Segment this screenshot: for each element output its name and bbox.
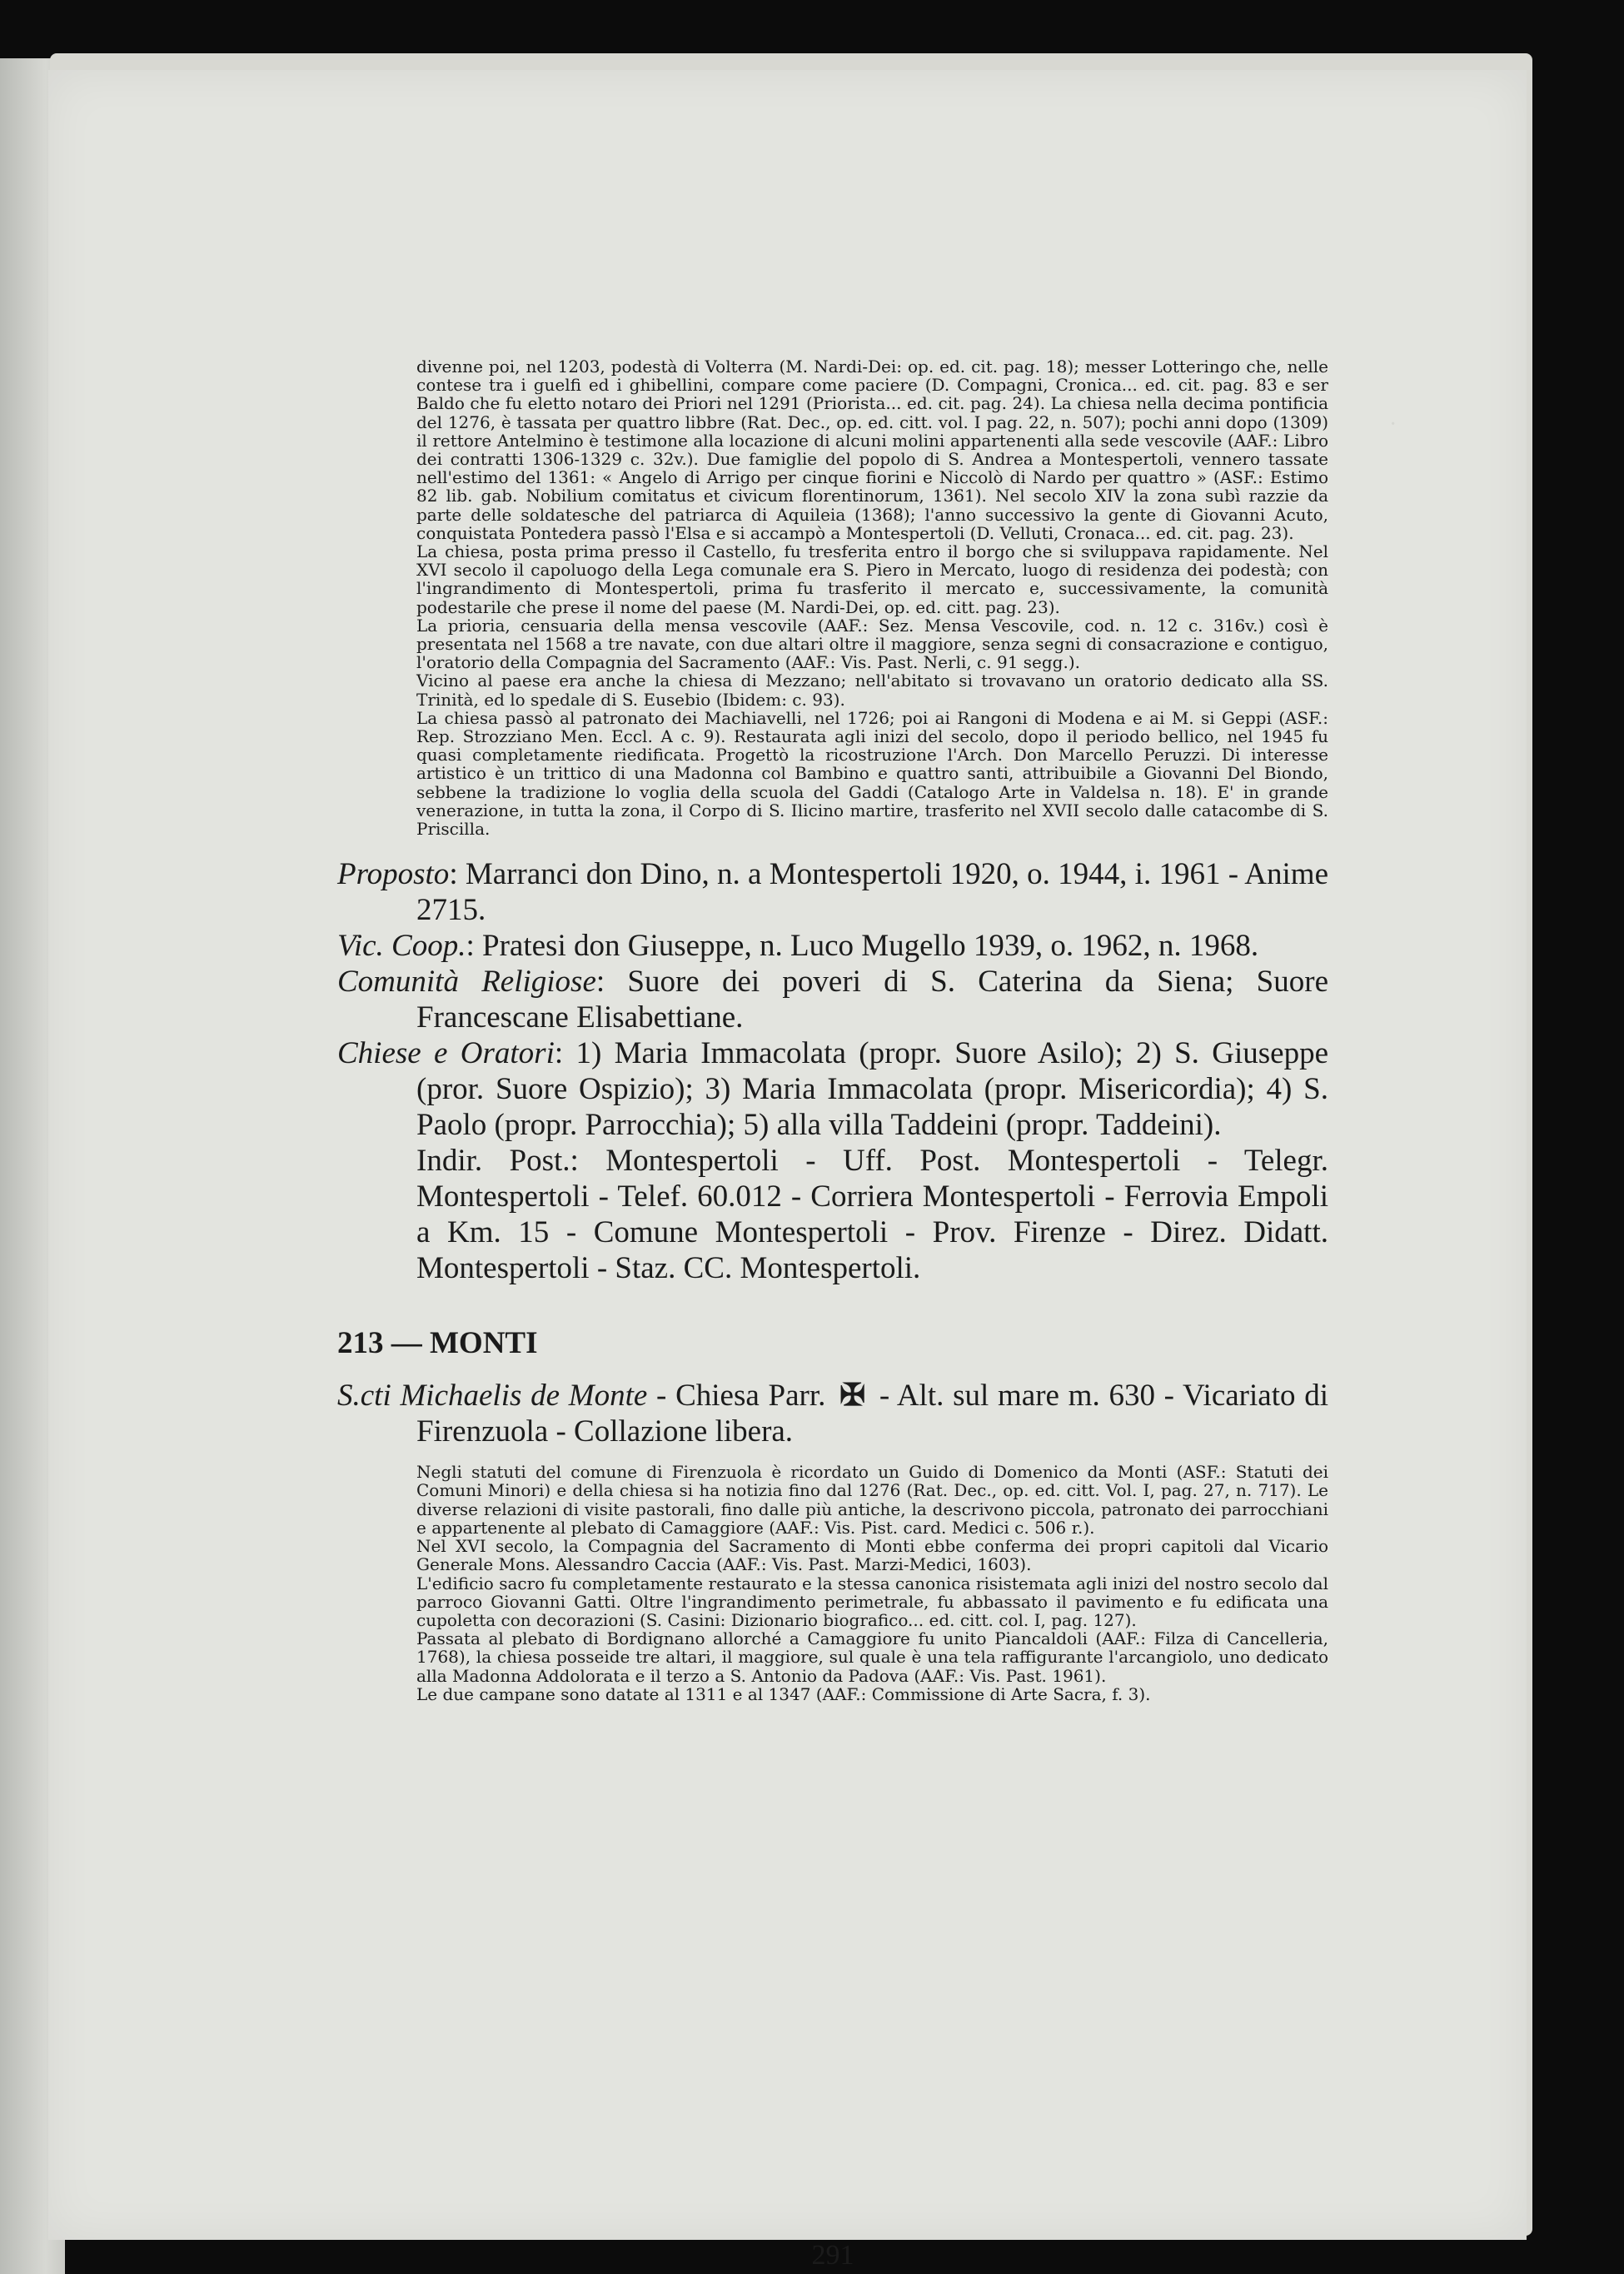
entry-text: : Marranci don Dino, n. a Montespertoli 1920, o. 1944, i. 1961 - Anime 2715. [416, 857, 1328, 928]
note-paragraph: divenne poi, nel 1203, podestà di Volterra (M. Nardi-Dei: op. ed. cit. pag. 18); messer Lotteringo che, nelle contese tra i guelfi ed i ghibellini, compare come paciere (D. Compagni, Cronica... ed. cit. pag. 83 e ser Baldo che fu eletto notaro dei Priori nel 1291 (Priorista... ed. cit. pag. 24). La chiesa nella decima pontificia del 1276, è tassata per quattro libbre (Rat. Dec., op. ed. citt. vol. I pag. 22, n. 507); pochi anni dopo (1309) il rettore Antelmino è testimone alla locazione di alcuni molini appartenenti alla sede vescovile (AAF.: Libro dei contratti 1306-1329 c. 32v.). Due famiglie del popolo di S. Andrea a Montespertoli, vennero tassate nell'estimo del 1361: « Angelo di Arrigo per cinque fiorini e Niccolò di Nardo per quattro » (ASF.: Estimo 82 lib. gab. Nobilium comitatus et civicum florentinorum, 1361). Nel secolo XIV la zona subì razzie da parte delle soldatesche del patriarca di Aquileia (1368); l'anno successivo la gente di Giovanni Acuto, conquistata Pontedera passò l'Elsa e si accampò a Montespertoli (D. Velluti, Cronaca... ed. cit. pag. 23). [416, 357, 1328, 543]
entry-text: : 1) Maria Immacolata (propr. Suore Asilo); 2) S. Giuseppe (pror. Suore Ospizio); 3) Maria Immacolata (propr. Misericordia); 4) S. Paolo (propr. Parrocchia); 5) alla villa Taddeini (propr. Taddeini). [416, 1036, 1328, 1143]
page-number: 291 [811, 2240, 854, 2271]
note-paragraph: L'edificio sacro fu completamente restaurato e la stessa canonica risistemata agli inizi del nostro secolo dal parroco Giovanni Gatti. Oltre l'ingrandimento perimetrale, fu abbassato il pavimento e fu edificata una cupoletta con decorazioni (S. Casini: Dizionario biografico... ed. citt. col. I, pag. 127). [416, 1573, 1328, 1630]
bleed-through: · [1389, 411, 1397, 437]
note-paragraph: Le due campane sono datate al 1311 e al 1347 (AAF.: Commissione di Arte Sacra, f. 3). [416, 1683, 1151, 1704]
note-paragraph: Negli statuti del comune di Firenzuola è ricordato un Guido di Domenico da Monti (ASF.: Statuti dei Comuni Minori) e della chiesa si ha notizia fino dal 1276 (Rat. Dec., op. ed. citt. Vol. I, pag. 27, n. 717). Le diverse relazioni di visite pastorali, fino dalle più antiche, la descrivono piccola, patronato dei parrocchiani e appartenente al plebato di Camaggiore (AAF.: Vis. Pist. card. Medici c. 506 r.). [416, 1462, 1328, 1538]
section-title-label: S.cti Michaelis de Monte [337, 1379, 648, 1414]
entry-chiese [337, 1035, 1328, 1143]
entry-text: : Suore dei poveri di S. Caterina da Siena; Suore Francescane Elisabettiane. [416, 965, 1328, 1035]
entry-text: : Pratesi don Giuseppe, n. Luco Mugello 1939, o. 1962, n. 1968. [466, 929, 1259, 964]
note-paragraph: La chiesa, posta prima presso il Castello, fu tresferita entro il borgo che si sviluppava rapidamente. Nel XVI secolo il capoluogo della Lega comunale era S. Piero in Mercato, luogo di residenza dei podestà; con l'ingrandimento di Montespertoli, prima fu trasferito il mercato e, successivamente, la comunità podestarile che prese il nome del paese (M. Nardi-Dei, op. ed. citt. pag. 23). [416, 541, 1328, 617]
section-title [337, 1378, 1328, 1449]
book-page [48, 70, 1527, 2271]
entry-label: Chiese e Oratori [337, 1036, 555, 1071]
entry-label: Proposto [337, 857, 450, 892]
section-heading: 213 — MONTI [337, 1326, 538, 1361]
entry-proposto [337, 856, 1328, 928]
bottom-notes [337, 1463, 1328, 1703]
note-paragraph: Nel XVI secolo, la Compagnia del Sacramento di Monti ebbe conferma dei propri capitoli dal Vicario Generale Mons. Alessandro Caccia (AAF.: Vis. Past. Marzi-Medici, 1603). [416, 1536, 1328, 1575]
address-block: Indir. Post.: Montespertoli - Uff. Post. Montespertoli - Telegr. Montespertoli - Telef. 60.012 - Corriera Montespertoli - Ferrovia Empoli a Km. 15 - Comune Montespertoli - Prov. Firenze - Direz. Didatt. Montespertoli - Staz. CC. Montespertoli. [416, 1144, 1328, 1286]
entry-comunita [337, 964, 1328, 1035]
cross-icon: ✠ [839, 1379, 866, 1414]
page-content [337, 357, 1328, 2271]
entry-label: Comunità Religiose [337, 965, 596, 1000]
note-paragraph: Vicino al paese era anche la chiesa di Mezzano; nell'abitato si trovavano un oratorio dedicato alla SS. Trinità, ed lo spedale di S. Eusebio (Ibidem: c. 93). [416, 671, 1328, 710]
top-notes [337, 357, 1328, 838]
section-title-text: - Chiesa Parr. [647, 1379, 835, 1414]
note-paragraph: Passata al plebato di Bordignano allorché a Camaggiore fu unito Piancaldoli (AAF.: Filza di Cancelleria, 1768), la chiesa posseide tre altari, il maggiore, sul quale è una tela raffigurante l'arcangiolo, uno dedicato alla Madonna Addolorata e il terzo a S. Antonio da Padova (AAF.: Vis. Past. 1961). [416, 1628, 1328, 1686]
note-paragraph: La prioria, censuaria della mensa vescovile (AAF.: Sez. Mensa Vescovile, cod. n. 12 c. 316v.) così è presentata nel 1568 a tre navate, con due altari oltre il maggiore, senza segni di consacrazione e contiguo, l'oratorio della Compagnia del Sacramento (AAF.: Vis. Past. Nerli, c. 91 segg.). [416, 615, 1328, 673]
entry-label: Vic. Coop. [337, 929, 466, 964]
note-paragraph: La chiesa passò al patronato dei Machiavelli, nel 1726; poi ai Rangoni di Modena e ai M. si Geppi (ASF.: Rep. Strozziano Men. Eccl. A c. 9). Restaurata agli inizi del secolo, dopo il periodo bellico, nel 1945 fu quasi completamente riedificata. Progettò la ricostruzione l'Arch. Don Marcello Peruzzi. Di interesse artistico è un trittico di una Madonna col Bambino e quattro santi, attribuibile a Giovanni Del Biondo, sebbene la tradizione lo voglia della scuola del Gaddi (Catalogo Arte in Valdelsa n. 18). E' in grande venerazione, in tutta la zona, il Corpo di S. Ilicino martire, trasferito nel XVII secolo dalle catacombe di S. Priscilla. [416, 707, 1328, 840]
section-title-text: - Alt. sul mare m. 630 - Vicariato di Firenzuola - Collazione libera. [416, 1379, 1328, 1449]
entry-vic-coop [337, 928, 1328, 964]
